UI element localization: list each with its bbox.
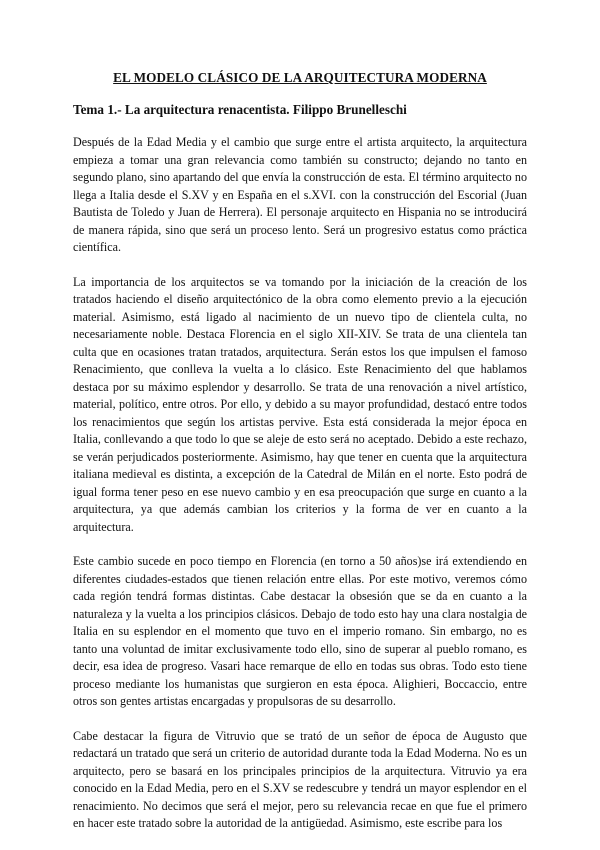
document-page	[73, 70, 527, 850]
paragraph-4: Cabe destacar la figura de Vitruvio que se trató de un señor de época de Augusto que redactará un tratado que será un criterio de autoridad durante toda la Edad Moderna. No es un arquitecto, pero se basará en los principales principios de la arquitectura. Vitruvio ya era conocido en la Edad Media, pero en el S.XV se redescubre y tendrá un mayor esplendor en el renacimiento. No decimos que será el mejor, pero su relevancia recae en que fue el primero en hacer este tratado sobre la autoridad de la antigüedad. Asimismo, este escribe para los	[73, 728, 527, 830]
paragraph-2: La importancia de los arquitectos se va tomando por la iniciación de la creación de los tratados haciendo el diseño arquitectónico de la obra como elemento previo a la ejecución material. Asimismo, está ligado al nacimiento de un nuevo tipo de clientela culta, no necesariamente noble. Destaca Florencia en el siglo XII-XIV. Se trata de una clientela tan culta que en ocasiones tratan tratados, arquitectura. Serán estos los que impulsen el famoso Renacimiento, que conlleva la vuelta a lo clásico. Este Renacimiento del que hablamos destaca por su máximo esplendor y desarrollo. Se trata de una renovación a nivel artístico, material, político, entre otros. Por ello, y debido a su mayor profundidad, destacó entre todos los renacimientos que según los artistas pervive. Esta está considerada la mejor época en Italia, conllevando a que todo lo que se aleje de esto será no aceptado. Debido a este rechazo, se verán perjudicados posteriormente. Asimismo, hay que tener en cuenta que la arquitectura italiana medieval es distinta, a excepción de la Catedral de Milán en el norte. Esto podrá de igual forma tener peso en ese nuevo cambio y en esa preocupación que surge en cuanto a la arquitectura, ya que además cambian los criterios y la forma de ver en cuanto a la arquitectura.	[73, 274, 527, 534]
document-title: EL MODELO CLÁSICO DE LA ARQUITECTURA MODERNA	[113, 70, 487, 85]
paragraph-1: Después de la Edad Media y el cambio que surge entre el artista arquitecto, la arquitectura empieza a tomar una gran relevancia como también su constructo; dejando no tanto en segundo plano, sino apartando del que envía la construcción de esta. El término arquitecto no llega a Italia desde el S.XV y en España en el s.XVI. con la construcción del Escorial (Juan Bautista de Toledo y Juan de Herrera). El personaje arquitecto en Hispania no se introducirá de manera rápida, sino que será un proceso lento. Será un progresivo estatus como práctica científica.	[73, 135, 527, 254]
section-heading: Tema 1.- La arquitectura renacentista. Filippo Brunelleschi	[73, 102, 407, 117]
paragraph-3: Este cambio sucede en poco tiempo en Florencia (en torno a 50 años)se irá extendiendo en diferentes ciudades-estados que tienen relación entre ellas. Por este motivo, veremos cómo cada región tendrá formas distintas. Cabe destacar la obsesión que se da en cuanto a la naturaleza y la vuelta a los principios clásicos. Debajo de todo esto hay una clara nostalgia de Italia en su esplendor en el momento que tuvo en el imperio romano. Sin embargo, no es tanto una voluntad de imitar exclusivamente todo ello, sino de superar al pueblo romano, es decir, esa idea de progreso. Vasari hace remarque de ello en todas sus obras. Todo esto tiene proceso mediante los humanistas que surgieron en esta época. Alighieri, Boccaccio, entre otros son gentes artistas encargadas y propulsoras de su desarrollo.	[73, 554, 527, 708]
